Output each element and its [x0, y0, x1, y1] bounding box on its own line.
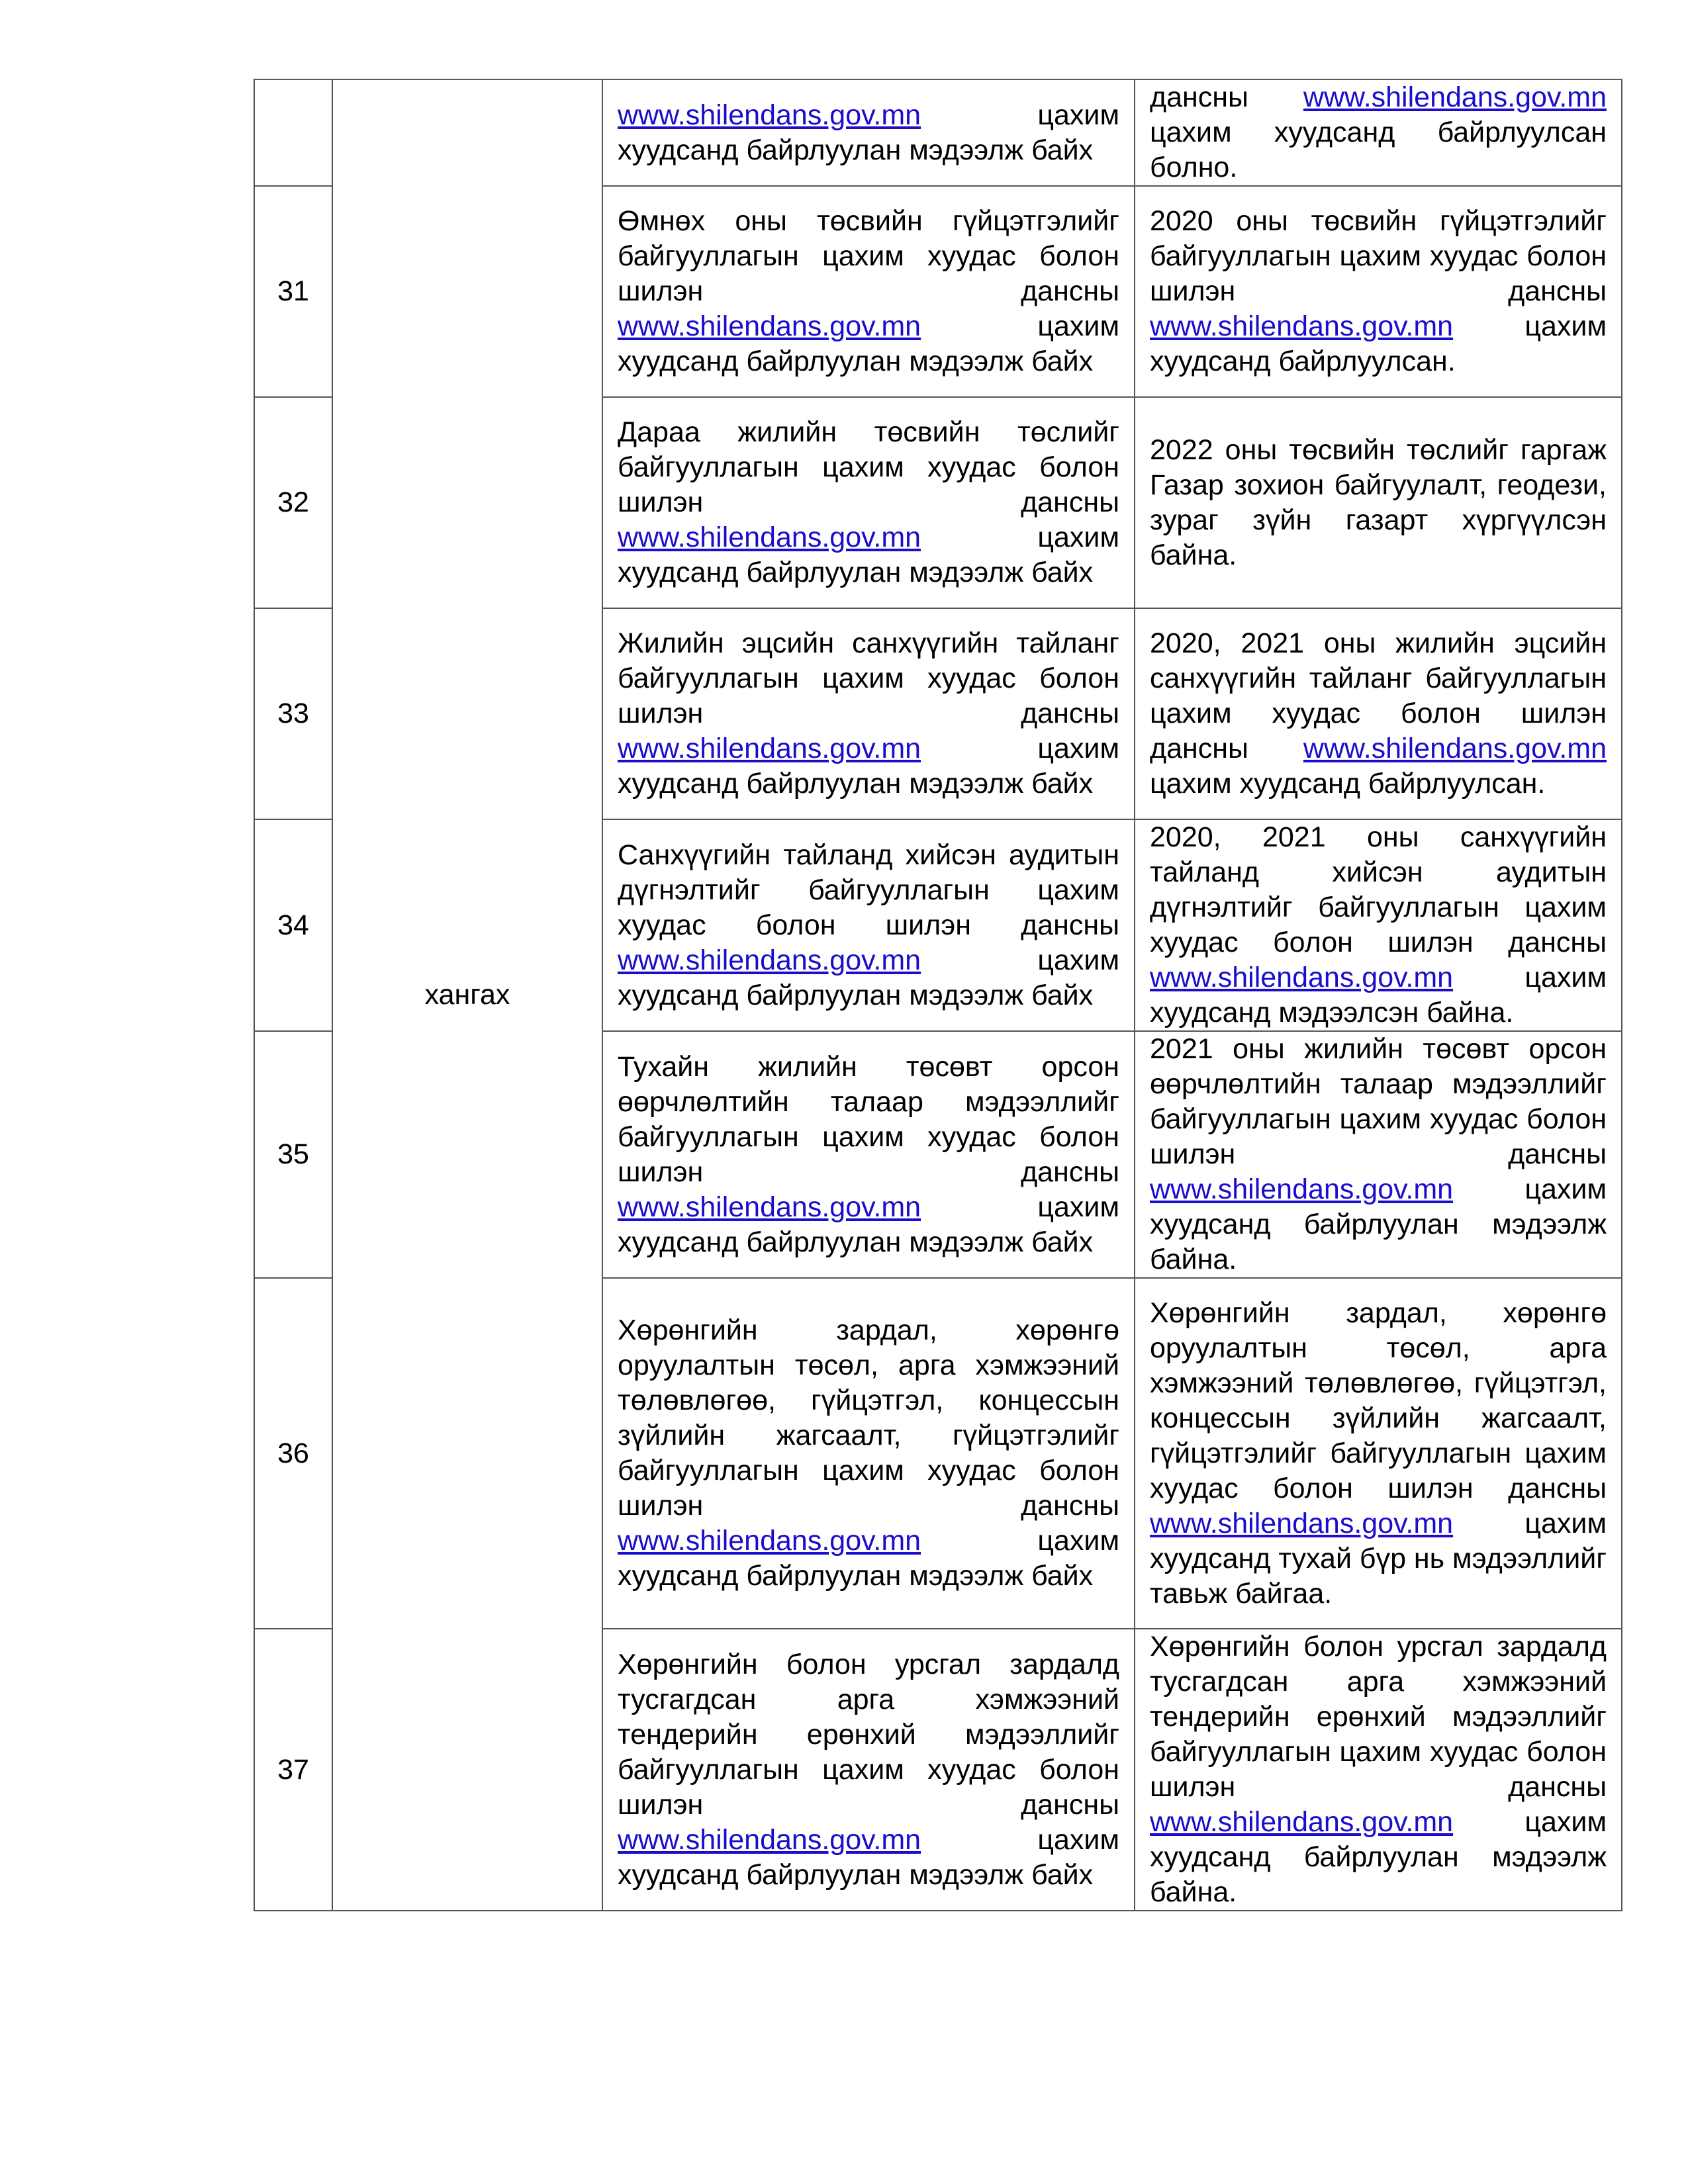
- category-cell: [332, 79, 602, 1911]
- result-text-end: цахим хуудсанд байрлуулсан.: [1150, 310, 1607, 377]
- result-text-end: цахим хуудсанд байрлуулсан болно.: [1150, 116, 1607, 183]
- action-text-end: цахим хуудсанд байрлуулан мэдээлж байх: [618, 733, 1119, 799]
- result-cell: [1135, 1278, 1622, 1629]
- table-row: [254, 79, 1622, 186]
- shilendans-link[interactable]: www.shilendans.gov.mn: [618, 522, 921, 553]
- action-text-end: цахим хуудсанд байрлуулан мэдээлж байх: [618, 522, 1119, 588]
- action-text: Дараа жилийн төсвийн төслийг байгууллагын цахим хуудас болон шилэн дансны: [618, 416, 1119, 518]
- result-text: 2022 оны төсвийн төслийг гаргаж Газар зохион байгуулалт, геодези, зураг зүйн газарт хүргүүлсэн байна.: [1150, 433, 1607, 571]
- row-number: 31: [254, 186, 332, 397]
- action-cell: [602, 397, 1135, 608]
- action-cell: [602, 186, 1135, 397]
- result-text: 2020, 2021 оны санхүүгийн тайланд хийсэн аудитын дүгнэлтийг байгууллагын цахим хуудас болон шилэн дансны: [1150, 821, 1607, 958]
- result-text: дансны: [1150, 81, 1248, 113]
- row-number: 37: [254, 1629, 332, 1911]
- result-text-end: цахим хуудсанд мэдээлсэн байна.: [1150, 962, 1607, 1028]
- row-number: 32: [254, 397, 332, 608]
- result-text-end: цахим хуудсанд тухай бүр нь мэдээллийг тавьж байгаа.: [1150, 1507, 1607, 1610]
- action-text: Санхүүгийн тайланд хийсэн аудитын дүгнэлтийг байгууллагын цахим хуудас болон шилэн дансны: [618, 839, 1119, 941]
- category-text: хангах: [424, 979, 510, 1011]
- result-cell: [1135, 1629, 1622, 1911]
- action-text: Өмнөх оны төсвийн гүйцэтгэлийг байгууллагын цахим хуудас болон шилэн дансны: [618, 205, 1119, 307]
- action-text-end: цахим хуудсанд байрлуулан мэдээлж байх: [618, 99, 1119, 166]
- action-cell: [602, 1629, 1135, 1911]
- action-cell: [602, 1278, 1135, 1629]
- shilendans-link[interactable]: www.shilendans.gov.mn: [1150, 1806, 1454, 1838]
- result-cell: [1135, 608, 1622, 819]
- shilendans-link[interactable]: www.shilendans.gov.mn: [1303, 81, 1607, 113]
- result-text-end: цахим хуудсанд байрлуулан мэдээлж байна.: [1150, 1173, 1607, 1275]
- row-number: 36: [254, 1278, 332, 1629]
- action-cell: [602, 819, 1135, 1031]
- shilendans-link[interactable]: www.shilendans.gov.mn: [618, 733, 921, 764]
- shilendans-link[interactable]: www.shilendans.gov.mn: [618, 1191, 921, 1223]
- result-text: Хөрөнгийн зардал, хөрөнгө оруулалтын төсөл, арга хэмжээний төлөвлөгөө, гүйцэтгэл, концессын зүйлийн жагсаалт, гүйцэтгэлийг байгууллагын цахим хуудас болон шилэн дансны: [1150, 1297, 1607, 1504]
- result-cell: [1135, 186, 1622, 397]
- result-text-end: цахим хуудсанд байрлуулсан.: [1150, 768, 1546, 799]
- row-number: 35: [254, 1031, 332, 1278]
- result-text: 2020 оны төсвийн гүйцэтгэлийг байгууллагын цахим хуудас болон шилэн дансны: [1150, 205, 1607, 307]
- action-text: Жилийн эцсийн санхүүгийн тайланг байгууллагын цахим хуудас болон шилэн дансны: [618, 627, 1119, 729]
- action-text: Хөрөнгийн зардал, хөрөнгө оруулалтын төсөл, арга хэмжээний төлөвлөгөө, гүйцэтгэл, концессын зүйлийн жагсаалт, гүйцэтгэлийг байгууллагын цахим хуудас болон шилэн дансны: [618, 1314, 1119, 1522]
- shilendans-link[interactable]: www.shilendans.gov.mn: [1303, 733, 1607, 764]
- shilendans-link[interactable]: www.shilendans.gov.mn: [618, 944, 921, 976]
- action-cell: [602, 1031, 1135, 1278]
- shilendans-link[interactable]: www.shilendans.gov.mn: [618, 99, 921, 131]
- shilendans-link[interactable]: www.shilendans.gov.mn: [1150, 1173, 1454, 1205]
- action-text: Тухайн жилийн төсөвт орсон өөрчлөлтийн талаар мэдээллийг байгууллагын цахим хуудас болон шилэн дансны: [618, 1050, 1119, 1188]
- shilendans-link[interactable]: www.shilendans.gov.mn: [618, 310, 921, 342]
- result-cell: [1135, 397, 1622, 608]
- result-text: 2021 оны жилийн төсөвт орсон өөрчлөлтийн талаар мэдээллийг байгууллагын цахим хуудас болон шилэн дансны: [1150, 1033, 1607, 1170]
- action-cell: [602, 79, 1135, 186]
- row-number: 33: [254, 608, 332, 819]
- shilendans-link[interactable]: www.shilendans.gov.mn: [618, 1823, 921, 1856]
- action-cell: [602, 608, 1135, 819]
- row-number: 34: [254, 819, 332, 1031]
- action-text-end: цахим хуудсанд байрлуулан мэдээлж байх: [618, 944, 1119, 1011]
- result-text: 2020, 2021 оны жилийн эцсийн санхүүгийн тайланг байгууллагын цахим хуудас болон шилэн дансны: [1150, 627, 1607, 764]
- result-cell: [1135, 819, 1622, 1031]
- result-text-end: цахим хуудсанд байрлуулан мэдээлж байна.: [1150, 1806, 1607, 1908]
- shilendans-link[interactable]: www.shilendans.gov.mn: [618, 1525, 921, 1557]
- shilendans-link[interactable]: www.shilendans.gov.mn: [1150, 1507, 1454, 1539]
- result-cell: [1135, 1031, 1622, 1278]
- result-cell: [1135, 79, 1622, 186]
- action-text-end: цахим хуудсанд байрлуулан мэдээлж байх: [618, 1191, 1119, 1258]
- report-table: [254, 79, 1622, 1911]
- shilendans-link[interactable]: www.shilendans.gov.mn: [1150, 962, 1454, 993]
- action-text-end: цахим хуудсанд байрлуулан мэдээлж байх: [618, 310, 1119, 377]
- shilendans-link[interactable]: www.shilendans.gov.mn: [1150, 310, 1454, 342]
- action-text: Хөрөнгийн болон урсгал зардалд тусгагдсан арга хэмжээний тендерийн ерөнхий мэдээллийг байгууллагын цахим хуудас болон шилэн дансны: [618, 1648, 1119, 1821]
- row-number: [254, 79, 332, 186]
- action-text-end: цахим хуудсанд байрлуулан мэдээлж байх: [618, 1823, 1119, 1891]
- action-text-end: цахим хуудсанд байрлуулан мэдээлж байх: [618, 1525, 1119, 1592]
- result-text: Хөрөнгийн болон урсгал зардалд тусгагдсан арга хэмжээний тендерийн ерөнхий мэдээллийг байгууллагын цахим хуудас болон шилэн дансны: [1150, 1631, 1607, 1803]
